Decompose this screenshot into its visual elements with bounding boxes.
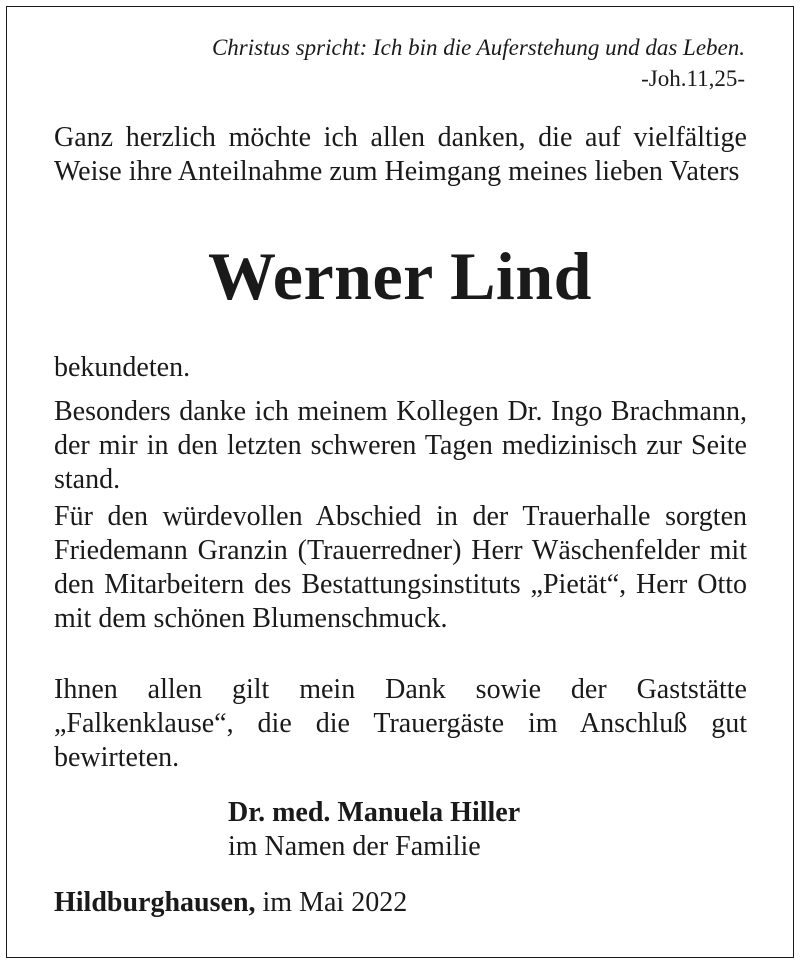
place-city: Hildburghausen,	[54, 887, 256, 918]
quote-text: Christus spricht: Ich bin die Auferstehung und das Leben.	[211, 35, 745, 60]
paragraph-colleague-thanks: Besonders danke ich meinem Kollegen Dr. Ingo Brachmann, der mir in den letzten schweren Tagen medizinisch zur Seite stand.	[54, 396, 747, 495]
paragraph-farewell-thanks: Für den würdevollen Abschied in der Trauerhalle sorgten Friedemann Granzin (Trauerredner) Herr Wäschenfelder mit den Mitarbeitern des Bestattungsinstituts „Pietät“, Herr Otto mit dem schönen Blumenschmuck.	[54, 501, 747, 634]
bible-quote	[105, 32, 745, 94]
place-date	[54, 886, 407, 920]
signature-subtitle: im Namen der Familie	[228, 831, 481, 862]
place-date-text: im Mai 2022	[262, 887, 408, 918]
quote-reference: -Joh.11,25-	[641, 66, 745, 91]
signature-name: Dr. med. Manuela Hiller	[228, 797, 521, 828]
intro-paragraph: Ganz herzlich möchte ich allen danken, die auf vielfältige Weise ihre Anteilnahme zum Heimgang meines lieben Vaters	[54, 122, 747, 187]
deceased-name: Werner Lind	[208, 238, 592, 314]
paragraph-restaurant-thanks: Ihnen allen gilt mein Dank sowie der Gaststätte „Falkenklause“, die die Trauergäste im Anschluß gut bewirteten.	[54, 674, 747, 773]
signature-block	[228, 796, 520, 864]
paragraph-bekundeten: bekundeten.	[54, 352, 191, 383]
